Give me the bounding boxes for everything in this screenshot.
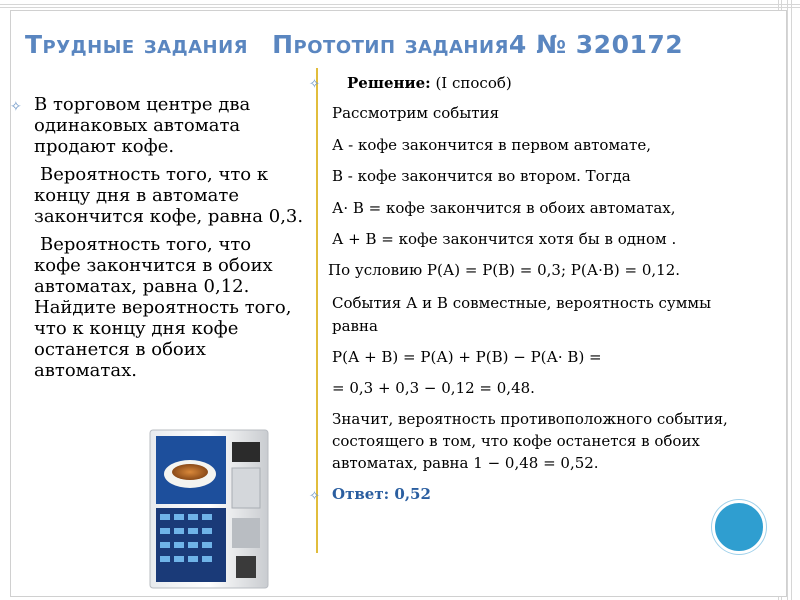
bullet-icon: ✧ <box>10 99 22 115</box>
solution-header-bold: Решение: <box>347 74 431 92</box>
problem-line: одинаковых автомата <box>34 115 241 136</box>
solution-line: В - кофе закончится во втором. Тогда <box>332 167 631 185</box>
column-divider <box>316 68 318 553</box>
solution-line: автоматах, равна 1 − 0,48 = 0,52. <box>332 454 599 472</box>
title-part1: Трудные задания <box>25 30 249 59</box>
bullet-icon: ✧ <box>309 489 320 504</box>
problem-line: кофе закончится в обоих <box>34 255 273 276</box>
bullet-icon: ✧ <box>309 77 320 92</box>
problem-line: В торговом центре два <box>34 94 251 115</box>
solution-line: Р(А + В) = Р(А) + Р(В) − Р(А· В) = <box>332 348 602 366</box>
solution-line: Рассмотрим события <box>332 104 500 122</box>
problem-line: Вероятность того, что <box>40 234 252 255</box>
problem-line: останется в обоих <box>34 339 206 360</box>
solution-line: А + В = кофе закончится хотя бы в одном . <box>332 230 677 248</box>
problem-line: концу дня в автомате <box>34 185 239 206</box>
problem-line: автоматах. <box>34 360 137 381</box>
decorative-circle <box>712 500 766 554</box>
problem-line: автоматах, равна 0,12. <box>34 276 250 297</box>
problem-line: что к концу дня кофе <box>34 318 239 339</box>
solution-line: равна <box>332 317 378 335</box>
problem-line: Найдите вероятность того, <box>34 297 292 318</box>
vending-machine-image <box>148 428 270 590</box>
solution-line: События А и В совместные, вероятность суммы <box>332 294 712 312</box>
solution-line: По условию Р(А) = Р(В) = 0,3; Р(А·В) = 0,12. <box>328 261 681 279</box>
solution-header-rest: (I способ) <box>430 74 512 92</box>
solution-line: состоящего в том, что кофе останется в обоих <box>332 432 700 450</box>
solution-line: = 0,3 + 0,3 − 0,12 = 0,48. <box>332 379 535 397</box>
solution-line: Значит, вероятность противоположного события, <box>332 410 728 428</box>
problem-line: Вероятность того, что к <box>40 164 269 185</box>
title-part2: Прототип задания4 № 320172 <box>272 30 684 59</box>
answer-text: Ответ: 0,52 <box>332 485 431 503</box>
slide-title <box>25 30 683 59</box>
solution-header <box>347 74 512 92</box>
problem-line: закончится кофе, равна 0,3. <box>34 206 304 227</box>
problem-line: продают кофе. <box>34 136 175 157</box>
solution-line: А - кофе закончится в первом автомате, <box>332 136 651 154</box>
solution-line: А· В = кофе закончится в обоих автоматах, <box>332 199 676 217</box>
